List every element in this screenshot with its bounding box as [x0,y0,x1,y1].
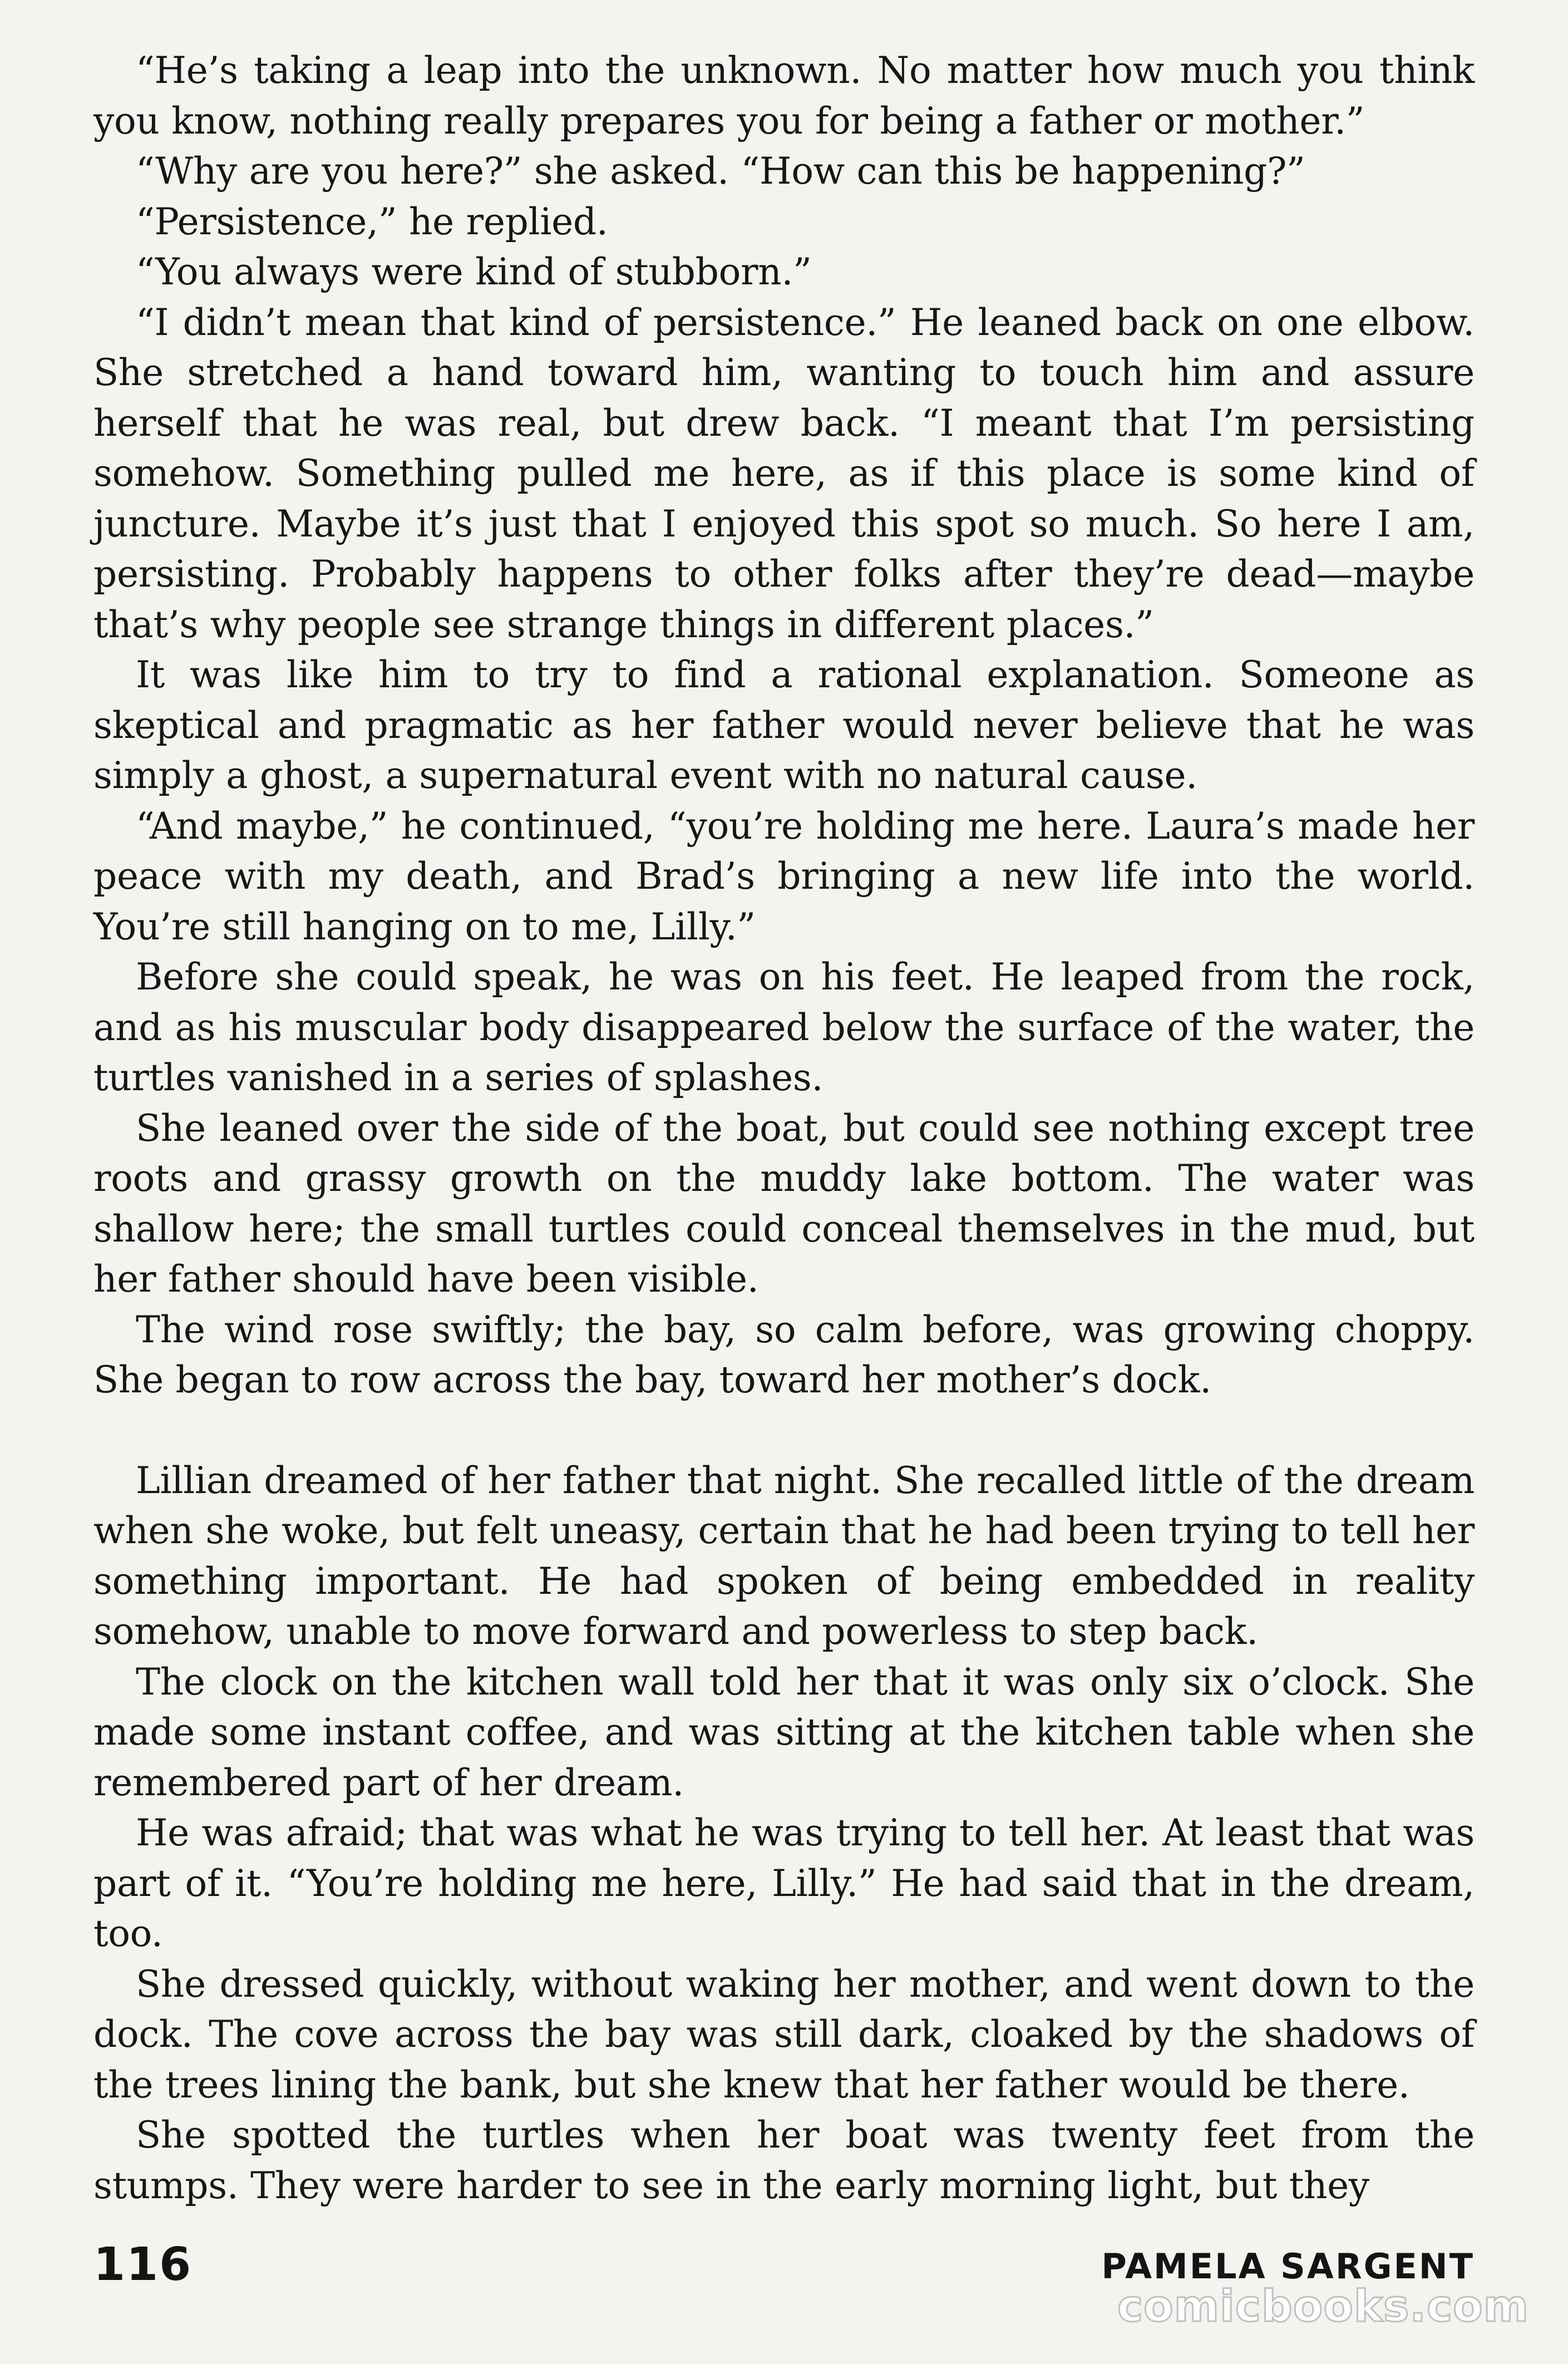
paragraph: She leaned over the side of the boat, but could see nothing except tree roots and grassy growth on the muddy lake bottom. The water was shallow here; the small turtles could conceal themselves in the mud, but her father should have been visible. [93,1106,1475,1301]
paragraph: “Why are you here?” she asked. “How can this be happening?” [136,150,1305,193]
paragraph: “He’s taking a leap into the unknown. No matter how much you think you know, nothing really prepares you for being a father or mother.” [93,49,1475,142]
paragraph: “You always were kind of stubborn.” [136,250,812,293]
paragraph: The wind rose swiftly; the bay, so calm before, was growing choppy. She began to row across the bay, toward her mother’s dock. [93,1308,1475,1401]
paragraph: The clock on the kitchen wall told her that it was only six o’clock. She made some instant coffee, and was sitting at the kitchen table when she remembered part of her dream. [93,1660,1475,1804]
running-footer-author: PAMELA SARGENT [1101,2246,1475,2287]
paragraph: Lillian dreamed of her father that night. She recalled little of the dream when she woke, but felt uneasy, certain that he had been trying to tell her something important. He had spoken of being embedded in reality somehow, unable to move forward and powerless to step back. [93,1459,1475,1653]
paragraph: Before she could speak, he was on his feet. He leaped from the rock, and as his muscular body disappeared below the surface of the water, the turtles vanished in a series of splashes. [93,956,1475,1099]
section-break [93,1406,1475,1456]
paragraph: “I didn’t mean that kind of persistence.” He leaned back on one elbow. She stretched a hand toward him, wanting to touch him and assure herself that he was real, but drew back. “I meant that I’m persisting somehow. Something pulled me here, as if this place is some kind of juncture. Maybe it’s just that I enjoyed this spot so much. So here I am, persisting. Probably happens to other folks after they’re dead—maybe that’s why people see strange things in different places.” [93,301,1475,646]
paragraph: “Persistence,” he replied. [136,200,608,243]
paragraph: She spotted the turtles when her boat was twenty feet from the stumps. They were harder to see in the early morning light, but they [93,2114,1475,2207]
body-text [93,46,1475,2211]
paragraph: She dressed quickly, without waking her mother, and went down to the dock. The cove across the bay was still dark, cloaked by the shadows of the trees lining the bank, but she knew that her father would be there. [93,1962,1475,2106]
paragraph: It was like him to try to find a rational explanation. Someone as skeptical and pragmatic as her father would never believe that he was simply a ghost, a supernatural event with no natural cause. [93,653,1475,797]
paragraph: He was afraid; that was what he was trying to tell her. At least that was part of it. “You’re holding me here, Lilly.” He had said that in the dream, too. [93,1811,1475,1955]
watermark-text: comicbooks.com [1117,2282,1529,2332]
paragraph: “And maybe,” he continued, “you’re holding me here. Laura’s made her peace with my death, and Brad’s bringing a new life into the world. You’re still hanging on to me, Lilly.” [93,804,1475,948]
page-number: 116 [93,2238,193,2291]
